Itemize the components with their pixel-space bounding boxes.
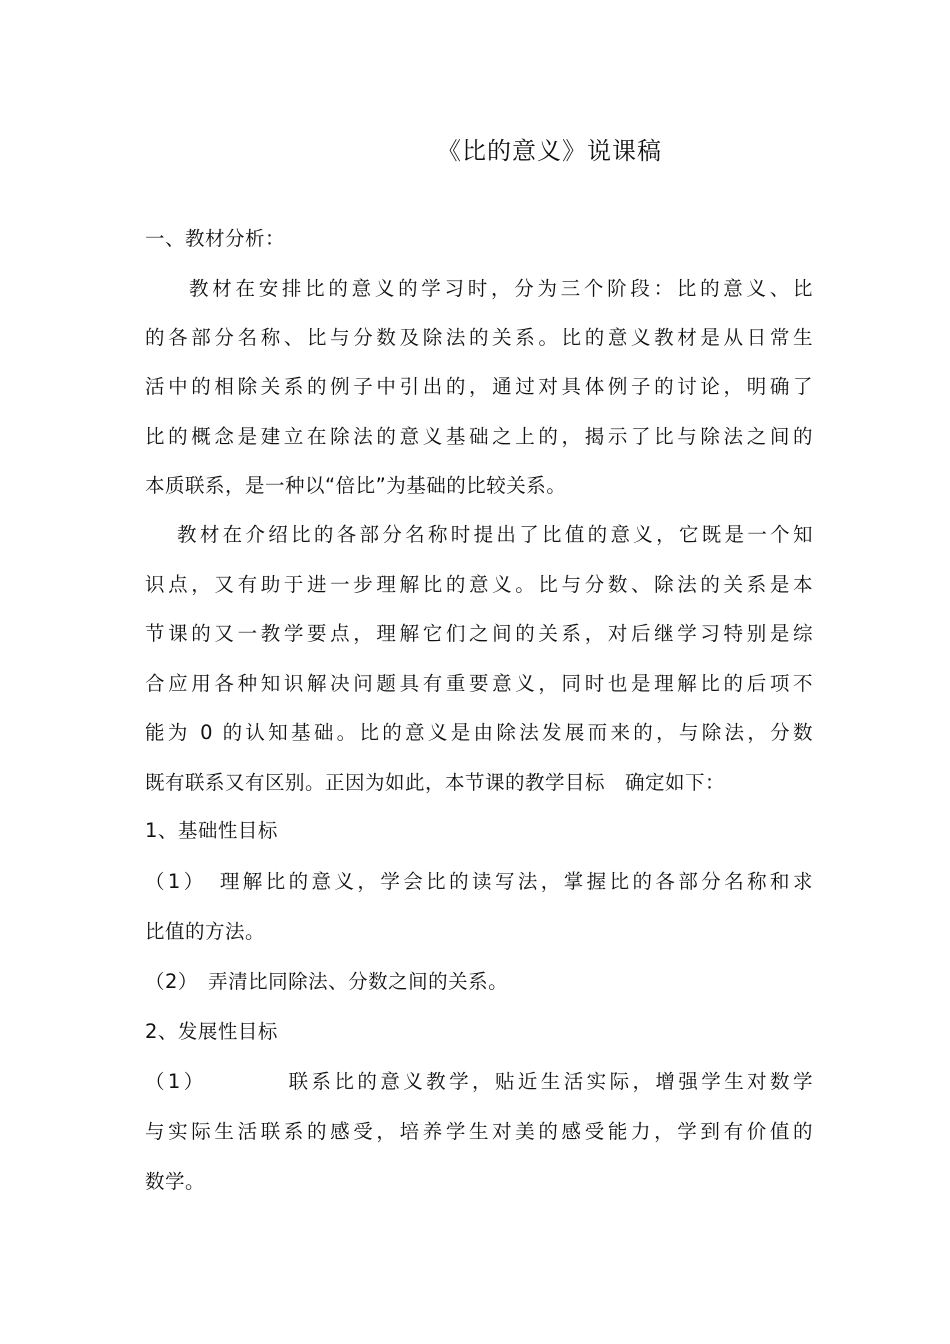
basic-goal-item-1-line-2: 比值的方法。: [145, 920, 266, 943]
paragraph-2-line-4: 合应用各种知识解决问题具有重要意义，同时也是理解比的后项不: [145, 672, 813, 695]
goal-heading-basic: 1、基础性目标: [145, 819, 278, 842]
paragraph-1-line-5: 本质联系，是一种以“倍比”为基础的比较关系。: [145, 474, 567, 497]
developmental-goal-item-1-line-2: 与实际生活联系的感受，培养学生对美的感受能力，学到有价值的: [145, 1120, 813, 1143]
paragraph-2-line-3: 节课的又一教学要点，理解它们之间的关系，对后继学习特别是综: [145, 622, 813, 645]
basic-goal-item-2: （2） 弄清比同除法、分数之间的关系。: [145, 970, 509, 993]
paragraph-2-line-5: 能为 0 的认知基础。比的意义是由除法发展而来的，与除法，分数: [145, 721, 813, 744]
basic-goal-item-1-line-1: （1） 理解比的意义，学会比的读写法，掌握比的各部分名称和求: [145, 870, 813, 893]
document-title: 《比的意义》说课稿: [437, 137, 662, 165]
developmental-goal-item-1-line-3: 数学。: [145, 1170, 206, 1193]
paragraph-1-line-3: 活中的相除关系的例子中引出的，通过对具体例子的讨论，明确了: [145, 375, 813, 398]
developmental-goal-item-1-line-1: （1） 联系比的意义教学，贴近生活实际，增强学生对数学: [145, 1070, 813, 1093]
goal-heading-developmental: 2、发展性目标: [145, 1020, 278, 1043]
paragraph-2-line-1: 教材在介绍比的各部分名称时提出了比值的意义，它既是一个知: [177, 523, 813, 546]
paragraph-2-line-2: 识点，又有助于进一步理解比的意义。比与分数、除法的关系是本: [145, 573, 813, 596]
paragraph-1-line-4: 比的概念是建立在除法的意义基础之上的，揭示了比与除法之间的: [145, 425, 813, 448]
paragraph-1-line-2: 的各部分名称、比与分数及除法的关系。比的意义教材是从日常生: [145, 326, 813, 349]
paragraph-1-line-1: 教材在安排比的意义的学习时，分为三个阶段：比的意义、比: [189, 277, 813, 300]
paragraph-2-line-6: 既有联系又有区别。正因为如此，本节课的教学目标 确定如下：: [145, 771, 726, 794]
section-heading-textbook-analysis: 一、教材分析：: [145, 227, 286, 250]
